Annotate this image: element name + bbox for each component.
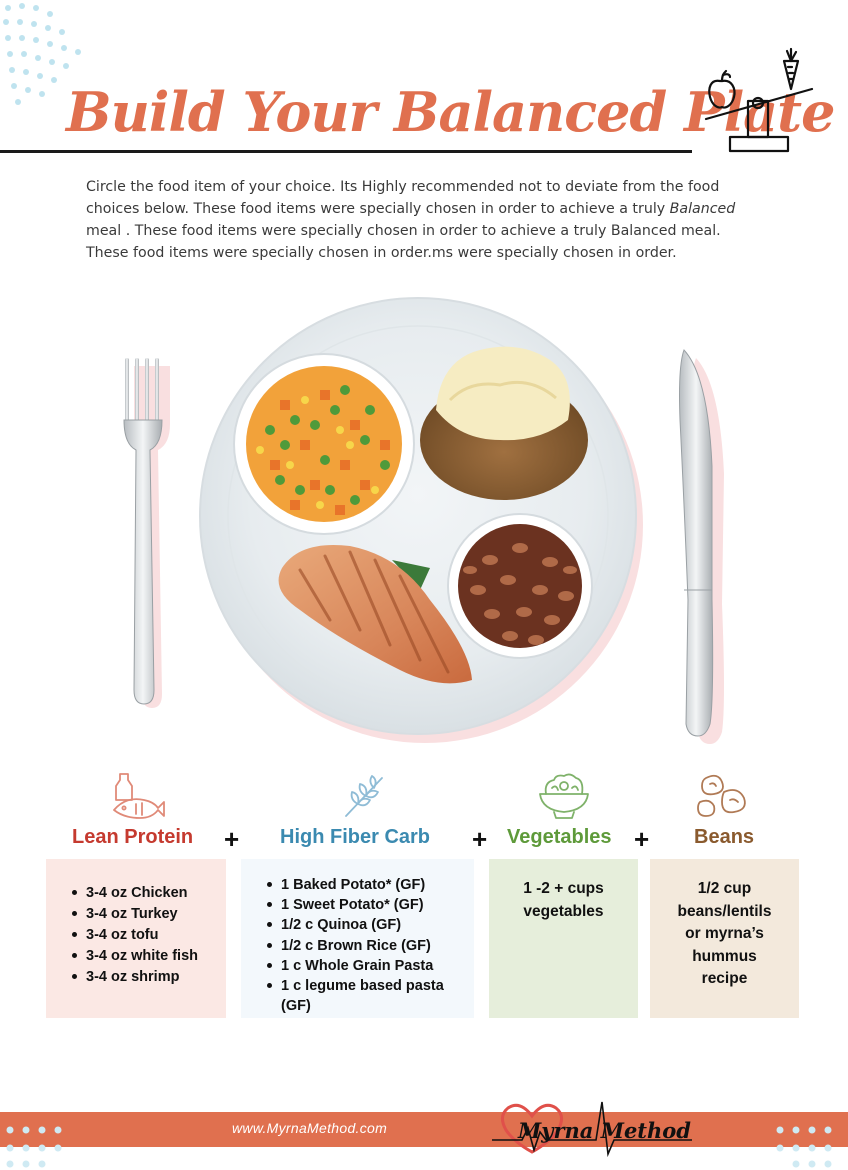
vegetables-text [489, 878, 638, 923]
list-item: 1 c legume based pasta (GF) [265, 976, 474, 1016]
list-item: 1/2 c Quinoa (GF) [265, 915, 474, 935]
lean-protein-box [46, 859, 226, 1018]
category-title-lean-protein: Lean Protein [72, 826, 194, 848]
list-item: 3-4 oz white fish [70, 946, 226, 967]
plus-sign: + [472, 824, 488, 854]
title-underline [0, 150, 692, 153]
text-line: hummus [692, 947, 757, 965]
page-title: Build Your Balanced Plate [66, 80, 835, 144]
beans-bowl [448, 514, 592, 658]
balance-scale-icon [700, 45, 820, 157]
list-item: 3-4 oz Turkey [70, 904, 226, 925]
fish-and-bottle-icon [106, 770, 166, 820]
text-line: 1/2 cup [697, 880, 752, 897]
lean-protein-list [70, 883, 226, 988]
category-title-beans: Beans [694, 826, 755, 848]
logo-text: Myrna Method [518, 1118, 691, 1143]
carrot-icon [784, 61, 798, 89]
text-line: or myrna’s [685, 925, 764, 942]
intro-emphasis: Balanced [669, 201, 736, 217]
footer-bar [0, 1112, 848, 1147]
text-line: beans/lentils [677, 902, 772, 920]
text-line: 1 -2 + cups [523, 880, 604, 897]
decorative-dots [768, 1118, 848, 1170]
beans-box [650, 859, 799, 1018]
apple-icon [709, 81, 734, 108]
plus-sign: + [224, 824, 240, 854]
category-title-high-fiber-carb: High Fiber Carb [280, 826, 431, 848]
list-item: 3-4 oz Chicken [70, 883, 226, 904]
plus-sign: + [634, 824, 650, 854]
intro-text-2: meal . These food items were specially chosen in order to achieve a truly Balanced meal. These food items were specially chosen in order.ms were specially chosen in order. [86, 223, 721, 261]
fork [124, 358, 170, 708]
intro-text-1: Circle the food item of your choice. Its Highly recommended not to deviate from the food choices below. These food items were specially chosen in order to achieve a truly [86, 179, 720, 217]
text-line: vegetables [523, 902, 604, 920]
knife [680, 350, 725, 744]
beans-icon [694, 770, 754, 820]
high-fiber-carb-list [265, 875, 474, 1016]
wheat-icon [336, 770, 396, 820]
footer-website-link[interactable]: www.MyrnaMethod.com [232, 1120, 388, 1136]
list-item: 1 Sweet Potato* (GF) [265, 895, 474, 915]
beans-text [650, 878, 799, 991]
decorative-dots [0, 1118, 80, 1170]
plate-illustration [0, 290, 848, 750]
list-item: 1/2 c Brown Rice (GF) [265, 936, 474, 956]
high-fiber-carb-box [241, 859, 474, 1018]
intro-paragraph [86, 176, 736, 264]
vegetables-box [489, 859, 638, 1018]
list-item: 3-4 oz tofu [70, 925, 226, 946]
salad-bowl-icon [534, 770, 594, 820]
list-item: 1 c Whole Grain Pasta [265, 956, 474, 976]
text-line: recipe [701, 970, 748, 987]
vegetable-bowl [234, 354, 414, 534]
category-title-vegetables: Vegetables [507, 826, 612, 848]
list-item: 3-4 oz shrimp [70, 967, 226, 988]
list-item: 1 Baked Potato* (GF) [265, 875, 474, 895]
